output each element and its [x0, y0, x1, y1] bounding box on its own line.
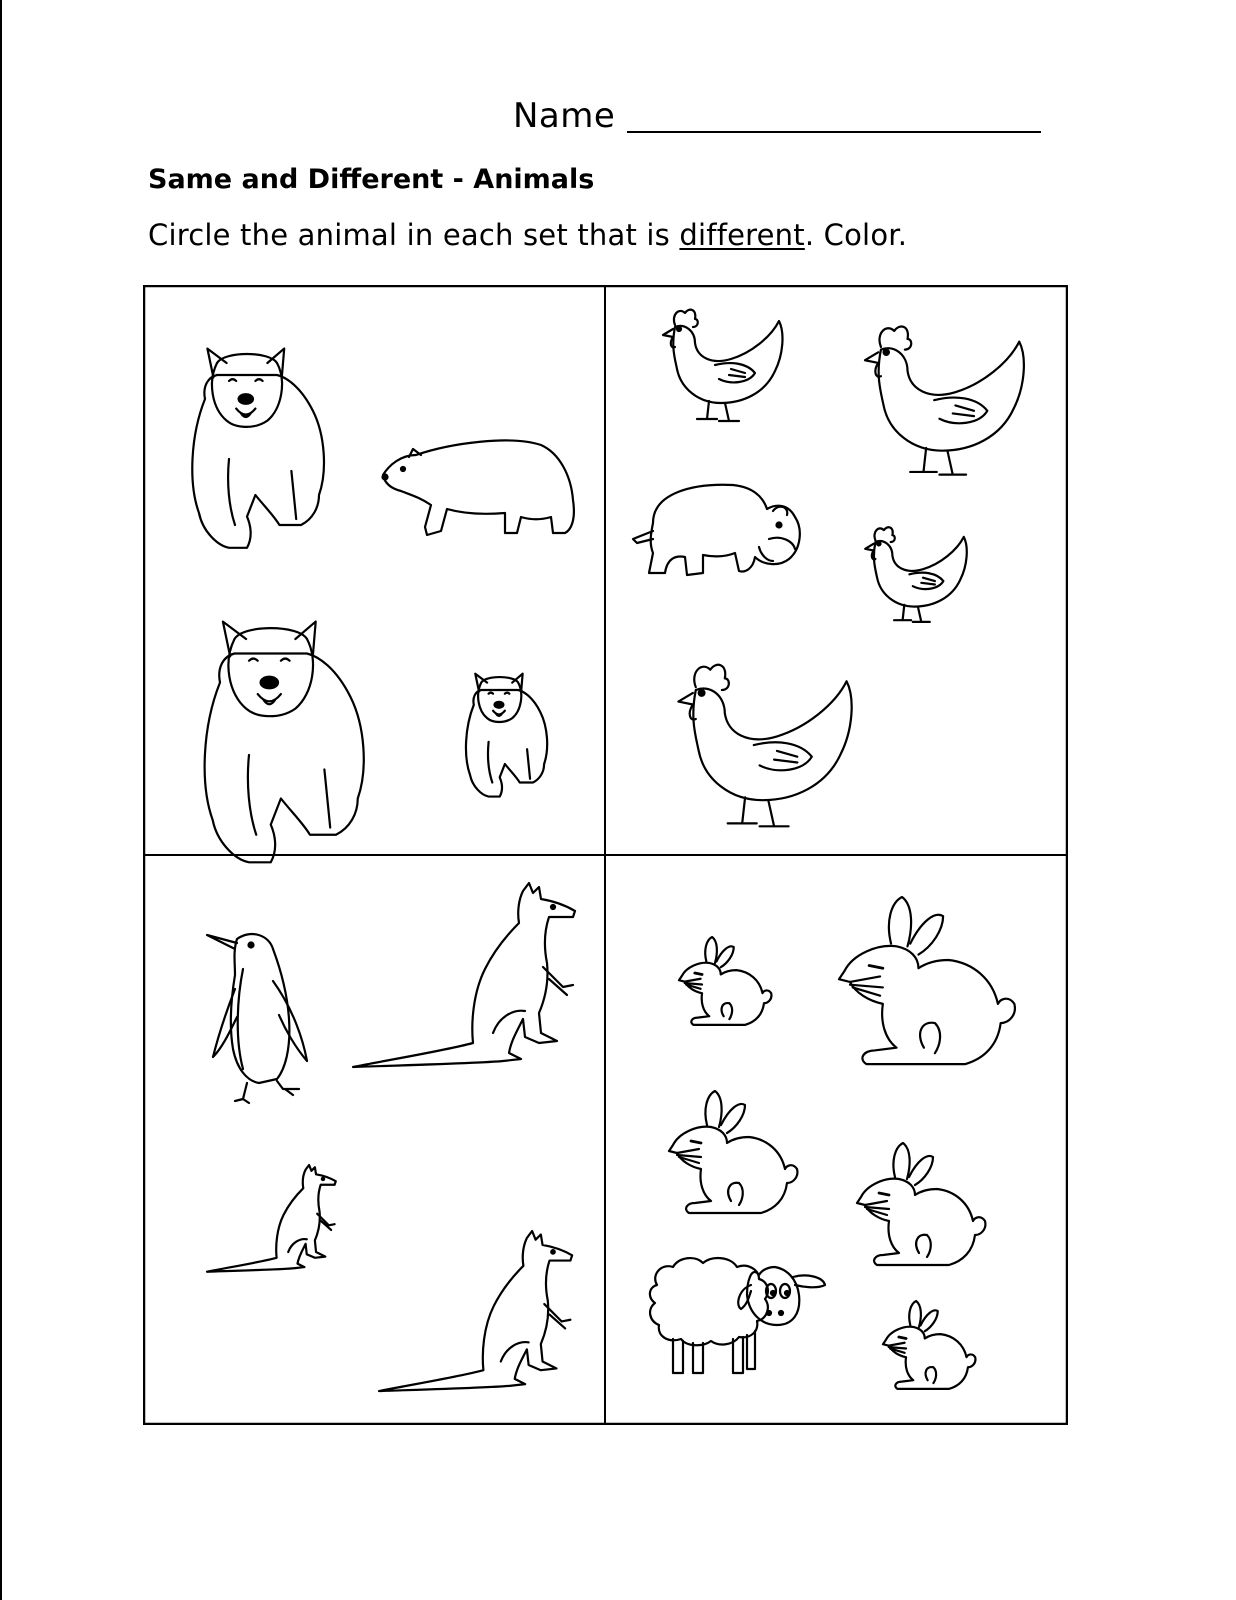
hen-icon[interactable]: [865, 326, 1024, 474]
bear-icon[interactable]: [205, 622, 364, 863]
instructions-emphasis: different: [679, 218, 805, 252]
rabbit-icon[interactable]: [839, 897, 1015, 1064]
hen-icon[interactable]: [865, 527, 967, 622]
instructions-text: Circle the animal in each set that is: [148, 218, 680, 252]
instructions-end: . Color.: [804, 218, 908, 252]
worksheet-title: Same and Different - Animals: [148, 164, 595, 195]
rabbit-icon[interactable]: [857, 1143, 985, 1265]
set-rabbits: [650, 897, 1015, 1389]
kangaroo-icon[interactable]: [379, 1231, 572, 1391]
page-left-edge: [0, 0, 2, 1600]
bear-icon[interactable]: [192, 349, 324, 548]
animal-grid-art: [143, 285, 1068, 1425]
hen-icon[interactable]: [678, 665, 851, 826]
animal-grid: [143, 285, 1068, 1425]
hen-icon[interactable]: [663, 310, 782, 421]
set-bears: [192, 349, 574, 863]
name-label: Name: [513, 96, 616, 136]
hippo-icon[interactable]: [633, 485, 800, 575]
rabbit-icon[interactable]: [679, 937, 771, 1025]
rabbit-icon[interactable]: [883, 1301, 975, 1389]
kangaroo-icon[interactable]: [353, 883, 575, 1067]
sheep-icon[interactable]: [650, 1258, 825, 1373]
kangaroo-icon[interactable]: [207, 1165, 336, 1272]
polar-bear-icon[interactable]: [383, 440, 574, 535]
set-kangaroos: [207, 883, 575, 1391]
name-write-line[interactable]: [627, 131, 1041, 133]
instructions: [148, 218, 907, 252]
bear-icon[interactable]: [466, 674, 547, 797]
rabbit-icon[interactable]: [669, 1091, 797, 1213]
set-hens: [633, 310, 1024, 827]
penguin-icon[interactable]: [207, 934, 307, 1103]
